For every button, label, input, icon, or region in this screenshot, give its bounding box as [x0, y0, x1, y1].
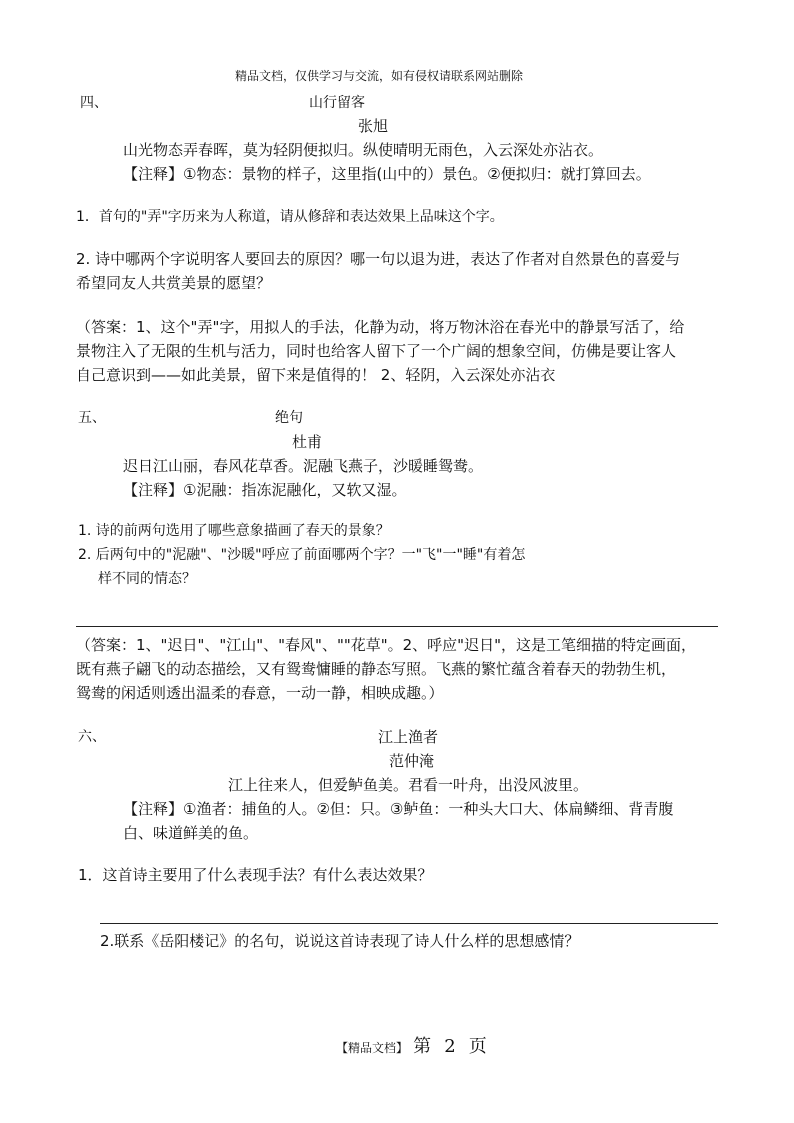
- section-6-title: 江上渔者: [378, 728, 439, 746]
- section-6-note-line-2: 白、味道鲜美的鱼。: [123, 824, 259, 842]
- section-5-question-2-line-1: 2. 后两句中的"泥融"、"沙暖"呼应了前面哪两个字？一"飞"一"睡"有着怎: [78, 547, 526, 563]
- section-4-poem: 山光物态弄春晖，莫为轻阴便拟归。纵使晴明无雨色，入云深处亦沾衣。: [123, 141, 604, 159]
- section-4-note: 【注释】①物态：景物的样子，这里指(山中的）景色。②便拟归：就打算回去。: [123, 165, 651, 183]
- section-5-question-2-line-2: 样不同的情态？: [98, 571, 196, 587]
- section-6-poem: 江上往来人，但爱鲈鱼美。君看一叶舟，出没风波里。: [228, 776, 589, 794]
- section-4-question-2-line-1: 2. 诗中哪两个字说明客人要回去的原因？哪一句以退为进，表达了作者对自然景色的喜爱与: [76, 250, 681, 268]
- section-6-note-line-1: 【注释】①渔者：捕鱼的人。②但：只。③鲈鱼：一种头大口大、体扁鳞细、背青腹: [123, 800, 674, 818]
- section-5-answer-line-1: （答案：1、"迟日"、"江山"、"春风"、""花草"。2、呼应"迟日"，这是工笔细描的特定画面，: [76, 636, 696, 654]
- section-5-title: 绝句: [275, 410, 303, 426]
- section-4-title: 山行留客: [309, 95, 365, 111]
- answer-blank-line: [100, 923, 718, 924]
- footer-label: 【精品文档】: [336, 1041, 409, 1055]
- section-6-question-2: 2.联系《岳阳楼记》的名句，说说这首诗表现了诗人什么样的思想感情？: [100, 932, 580, 950]
- section-5-author: 杜甫: [292, 433, 323, 451]
- section-4-question-2-line-2: 希望同友人共赏美景的愿望？: [76, 274, 272, 292]
- section-5-note: 【注释】①泥融：指冻泥融化，又软又湿。: [123, 481, 407, 499]
- section-5-answer-line-3: 鸳鸯的闲适则透出温柔的春意，一动一静，相映成趣。）: [76, 684, 444, 702]
- section-5-answer-line-2: 既有燕子翩飞的动态描绘，又有鸳鸯慵睡的静态写照。飞燕的繁忙蕴含着春天的勃勃生机，: [76, 660, 677, 678]
- section-5-question-1: 1. 诗的前两句选用了哪些意象描画了春天的景象？: [78, 523, 390, 539]
- footer-page-suffix: 页: [468, 1036, 487, 1057]
- section-4-answer-line-1: （答案：1、这个"弄"字，用拟人的手法，化静为动，将万物沐浴在春光中的静景写活了，给: [76, 318, 685, 336]
- section-5-poem: 迟日江山丽，春风花草香。泥融飞燕子，沙暖睡鸳鸯。: [123, 457, 484, 475]
- section-6-number: 六、: [78, 729, 106, 745]
- section-4-question-1: 1．首句的"弄"字历来为人称道，请从修辞和表达效果上品味这个字。: [76, 209, 504, 225]
- section-4-answer-line-2: 景物注入了无限的生机与活力，同时也给客人留下了一个广阔的想象空间，仿佛是要让客人: [76, 342, 677, 360]
- section-4-answer-line-3: 自己意识到——如此美景，留下来是值得的！ 2、轻阴，入云深处亦沾衣: [76, 366, 556, 384]
- section-4-author: 张旭: [358, 117, 389, 135]
- footer-page-number: 2: [444, 1036, 456, 1057]
- section-6-question-1: 1．这首诗主要用了什么表现手法？有什么表达效果？: [78, 866, 433, 884]
- section-5-number: 五、: [78, 410, 106, 426]
- footer-page-prefix: 第: [413, 1036, 432, 1057]
- section-4-number: 四、: [80, 95, 108, 111]
- answer-blank-line: [76, 626, 718, 627]
- header-notice: 精品文档，仅供学习与交流，如有侵权请联系网站删除: [235, 69, 524, 83]
- footer: [336, 1032, 487, 1058]
- section-6-author: 范仲淹: [389, 752, 435, 770]
